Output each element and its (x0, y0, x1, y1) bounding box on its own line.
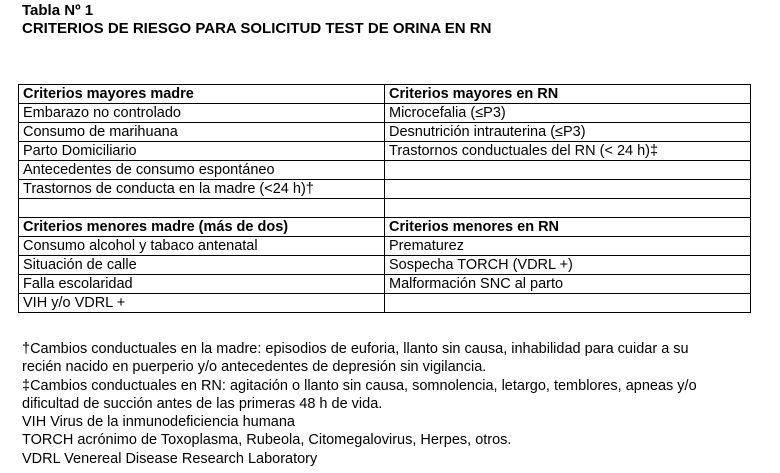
table-cell: Desnutrición intrauterina (≤P3) (385, 123, 751, 142)
table-cell: Malformación SNC al parto (385, 275, 751, 294)
table-cell: Consumo de marihuana (19, 123, 385, 142)
table-row (19, 123, 751, 142)
table-cell: Trastornos de conducta en la madre (<24 h)† (19, 180, 385, 199)
table-row (19, 218, 751, 237)
table-row (19, 85, 751, 104)
footnote-line: dificultad de succión antes de las primeras 48 h de vida. (22, 395, 383, 412)
table-row (19, 180, 751, 199)
table-cell (19, 199, 385, 218)
table-cell: Prematurez (385, 237, 751, 256)
table-cell: Consumo alcohol y tabaco antenatal (19, 237, 385, 256)
table-cell: Embarazo no controlado (19, 104, 385, 123)
table-cell: Trastornos conductuales del RN (< 24 h)‡ (385, 142, 751, 161)
footnote-line: ‡Cambios conductuales en RN: agitación o llanto sin causa, somnolencia, letargo, temblores, apneas y/o (22, 377, 697, 394)
table-cell: Situación de calle (19, 256, 385, 275)
table-cell: Antecedentes de consumo espontáneo (19, 161, 385, 180)
table-cell: Falla escolaridad (19, 275, 385, 294)
footnotes (22, 340, 777, 468)
header-minor-mother: Criterios menores madre (más de dos) (19, 218, 385, 237)
footnote-line: recién nacido en puerperio y/o antecedentes de depresión sin vigilancia. (22, 359, 487, 376)
table-cell: Microcefalia (≤P3) (385, 104, 751, 123)
table-cell: Parto Domiciliario (19, 142, 385, 161)
footnote-line: VIH Virus de la inmunodeficiencia humana (22, 414, 295, 431)
table-cell (385, 294, 751, 313)
footnote-line: TORCH acrónimo de Toxoplasma, Rubeola, Citomegalovirus, Herpes, otros. (22, 432, 512, 449)
table-row (19, 256, 751, 275)
table-row (19, 104, 751, 123)
table-row (19, 294, 751, 313)
header-major-newborn: Criterios mayores en RN (385, 85, 751, 104)
table-row (19, 237, 751, 256)
table-row (19, 275, 751, 294)
table-row (19, 199, 751, 218)
table-cell (385, 161, 751, 180)
risk-criteria-table (18, 84, 751, 313)
table-title: Tabla Nº 1 (22, 2, 94, 19)
table-row (19, 142, 751, 161)
table-cell (385, 199, 751, 218)
footnote-line: VDRL Venereal Disease Research Laboratory (22, 450, 318, 467)
header-major-mother: Criterios mayores madre (19, 85, 385, 104)
table-cell: VIH y/o VDRL + (19, 294, 385, 313)
table-row (19, 161, 751, 180)
header-minor-newborn: Criterios menores en RN (385, 218, 751, 237)
table-subtitle: CRITERIOS DE RIESGO PARA SOLICITUD TEST DE ORINA EN RN (22, 20, 492, 37)
table-cell (385, 180, 751, 199)
footnote-line: †Cambios conductuales en la madre: episodios de euforia, llanto sin causa, inhabilidad para cuidar a su (22, 341, 689, 357)
table-cell: Sospecha TORCH (VDRL +) (385, 256, 751, 275)
